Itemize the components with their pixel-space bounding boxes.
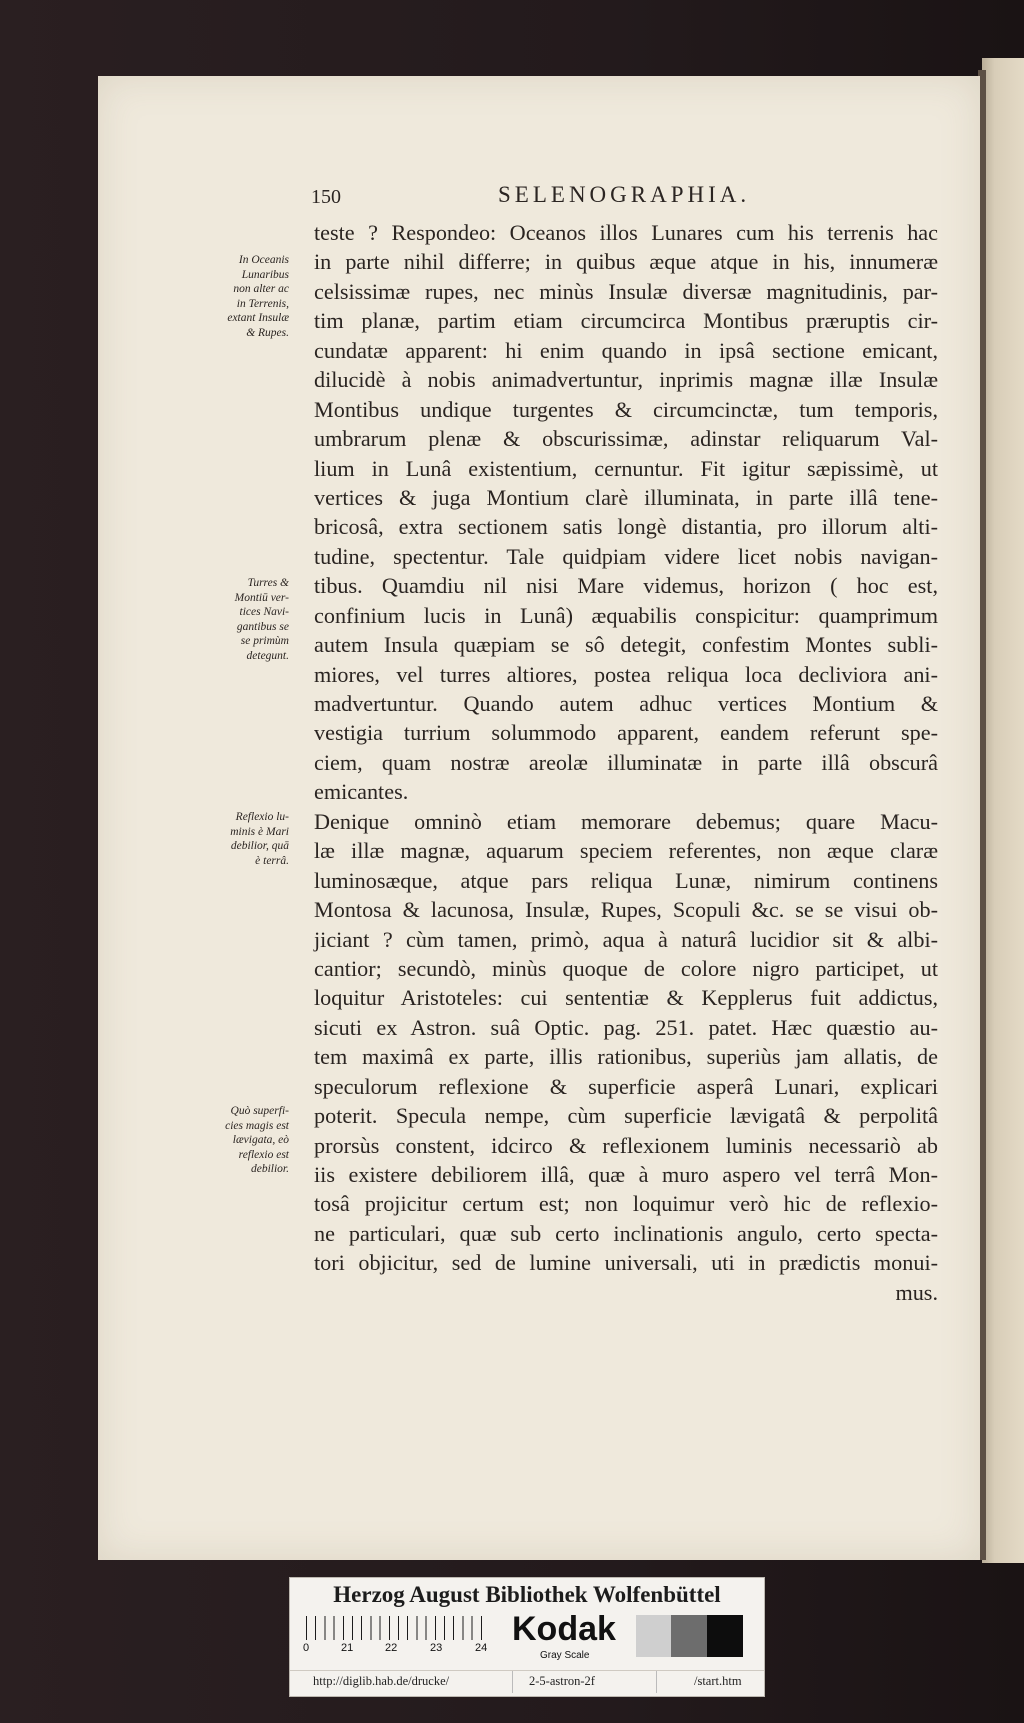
text-line: tosâ projicitur certum est; non loquimur verò hic de reflexio- — [314, 1191, 938, 1217]
running-title: SELENOGRAPHIA. — [498, 182, 751, 207]
margin-note — [217, 576, 289, 663]
text-line: prorsùs constent, idcirco & reflexionem luminis necessariò ab — [314, 1132, 938, 1158]
text-line: miores, vel turres altiores, postea reliqua loca decliviora ani- — [314, 661, 938, 687]
margin-note-line: extant Insulæ — [227, 312, 289, 324]
text-line: ciem, quam nostræ areolæ illuminatæ in parte illâ obscurâ — [314, 749, 938, 775]
text-line: Montosa & lacunosa, Insulæ, Rupes, Scopuli &c. se se visui ob- — [314, 897, 938, 923]
margin-note-line: in Terrenis, — [236, 297, 289, 310]
ruler-number: 21 — [341, 1642, 354, 1654]
gray-scale-label: Gray Scale — [540, 1650, 590, 1661]
margin-note — [217, 1104, 289, 1177]
text-line: sicuti ex Astron. suâ Optic. pag. 251. patet. Hæc quæstio au- — [314, 1014, 938, 1040]
text-line: celsissimæ rupes, nec minùs Insulæ diversæ magnitudinis, par- — [314, 278, 938, 304]
margin-note — [217, 810, 289, 868]
text-line: lium in Lunâ existentium, cernuntur. Fit igitur sæpissimè, ut — [314, 455, 938, 481]
card-start: /start.htm — [694, 1674, 742, 1688]
text-line: loquitur Aristoteles: cui sententiæ & Kepplerus fuit addictus, — [314, 985, 938, 1011]
text-line: ne particulari, quæ sub certo inclinationis angulo, certo specta- — [314, 1220, 938, 1246]
gray-swatch-mid — [671, 1615, 707, 1657]
margin-note-line: tices Navi- — [239, 606, 289, 618]
ruler-number: 0 — [303, 1642, 310, 1654]
ruler-number: 23 — [430, 1642, 443, 1654]
margin-note-line: Lunaribus — [241, 268, 289, 281]
ruler-number: 22 — [385, 1642, 398, 1654]
text-line: madvertuntur. Quando autem adhuc vertices Montium & — [314, 691, 938, 716]
card-title: Herzog August Bibliothek Wolfenbüttel — [333, 1582, 721, 1607]
text-line: cantior; secundò, minùs quoque de colore nigro participet, ut — [314, 955, 938, 981]
text-line: mus. — [895, 1279, 938, 1305]
color-calibration-card — [289, 1577, 765, 1697]
text-line: tudine, spectentur. Tale quidpiam videre licet nobis navigan- — [314, 543, 938, 569]
margin-note — [217, 253, 289, 340]
body-text — [314, 218, 938, 1307]
card-url: http://diglib.hab.de/drucke/ — [313, 1674, 450, 1688]
gray-swatch-dark — [707, 1615, 743, 1657]
text-line: tim planæ, partim etiam circumcirca Montibus præruptis cir- — [314, 308, 938, 334]
text-line: speculorum reflexione & superficie asperâ Lunari, explicari — [314, 1073, 938, 1099]
ruler-number: 24 — [475, 1642, 488, 1654]
text-line: dilucidè à nobis animadvertuntur, inprimis magnæ illæ Insulæ — [314, 367, 938, 393]
margin-note-line: se primùm — [240, 635, 289, 647]
text-line: confinium lucis in Lunâ) æquabilis conspicitur: quamprimum — [314, 602, 938, 628]
card-divider — [290, 1670, 764, 1671]
kodak-logo: Kodak — [512, 1610, 616, 1648]
text-line: autem Insula quæpiam se sô detegit, confestim Montes subli- — [314, 632, 938, 658]
margin-note-line: debilior, quā — [230, 840, 289, 852]
text-line: læ illæ magnæ, aquarum speciem referentes, non æque claræ — [314, 838, 938, 864]
text-line: poterit. Specula nempe, cùm superficie lævigatâ & perpolitâ — [314, 1103, 938, 1129]
margin-note-line: & Rupes. — [246, 326, 289, 339]
margin-note-line: reflexio est — [238, 1148, 289, 1161]
margin-note-line: non alter ac — [233, 283, 289, 295]
ruler-scale — [306, 1616, 490, 1640]
text-line: iis existere debiliorem illâ, quæ à muro aspero vel terrâ Mon- — [314, 1162, 938, 1187]
text-line: emicantes. — [314, 779, 409, 805]
card-separator — [656, 1671, 657, 1693]
margin-note-line: è terrâ. — [255, 854, 289, 867]
margin-note-line: Turres & — [247, 577, 289, 589]
margin-note-line: gantibus se — [236, 620, 289, 633]
margin-note-line: Montiū ver- — [234, 591, 289, 604]
text-line: tem maximâ ex parte, illis rationibus, superiùs jam allatis, de — [314, 1044, 938, 1070]
text-line: Montibus undique turgentes & circumcinctæ, tum temporis, — [314, 396, 938, 422]
margin-note-line: Reflexio lu- — [235, 811, 289, 823]
text-line: luminosæque, atque pars reliqua Lunæ, nimirum continens — [314, 867, 938, 893]
margin-note-line: cies magis est — [225, 1119, 289, 1132]
text-line: tori objicitur, sed de lumine universali, uti in prædictis monui- — [314, 1250, 938, 1276]
margin-note-line: Quò superfi- — [230, 1105, 289, 1117]
running-head — [0, 182, 1024, 212]
card-separator — [512, 1671, 513, 1693]
text-line: umbrarum plenæ & obscurissimæ, adinstar reliquarum Val- — [314, 426, 938, 452]
text-line: teste ? Respondeo: Oceanos illos Lunares cum his terrenis hac — [314, 220, 938, 245]
facing-page-edge — [982, 58, 1024, 1563]
margin-note-line: detegunt. — [246, 649, 289, 662]
card-id: 2-5-astron-2f — [529, 1674, 595, 1688]
margin-note-line: In Oceanis — [238, 254, 289, 266]
text-line: Denique omninò etiam memorare debemus; quare Macu- — [314, 808, 938, 834]
margin-note-line: lævigata, eò — [232, 1134, 289, 1146]
page-number: 150 — [311, 186, 341, 208]
text-line: cundatæ apparent: hi enim quando in ipsâ sectione emicant, — [314, 337, 938, 363]
margin-note-line: debilior. — [250, 1163, 289, 1175]
text-line: bricosâ, extra sectionem satis longè distantia, pro illorum alti- — [314, 514, 938, 540]
text-line: jiciant ? cùm tamen, primò, aqua à naturâ lucidior sit & albi- — [314, 926, 938, 952]
gray-swatch-light — [636, 1615, 671, 1657]
text-line: vertices & juga Montium clarè illuminata, in parte illâ tene- — [314, 484, 938, 510]
text-line: in parte nihil differre; in quibus æque atque in his, innumeræ — [314, 249, 938, 275]
text-line: tibus. Quamdiu nil nisi Mare videmus, horizon ( hoc est, — [314, 573, 938, 599]
text-line: vestigia turrium solummodo apparent, eandem referunt spe- — [314, 720, 938, 746]
margin-note-line: minis è Mari — [230, 825, 289, 838]
